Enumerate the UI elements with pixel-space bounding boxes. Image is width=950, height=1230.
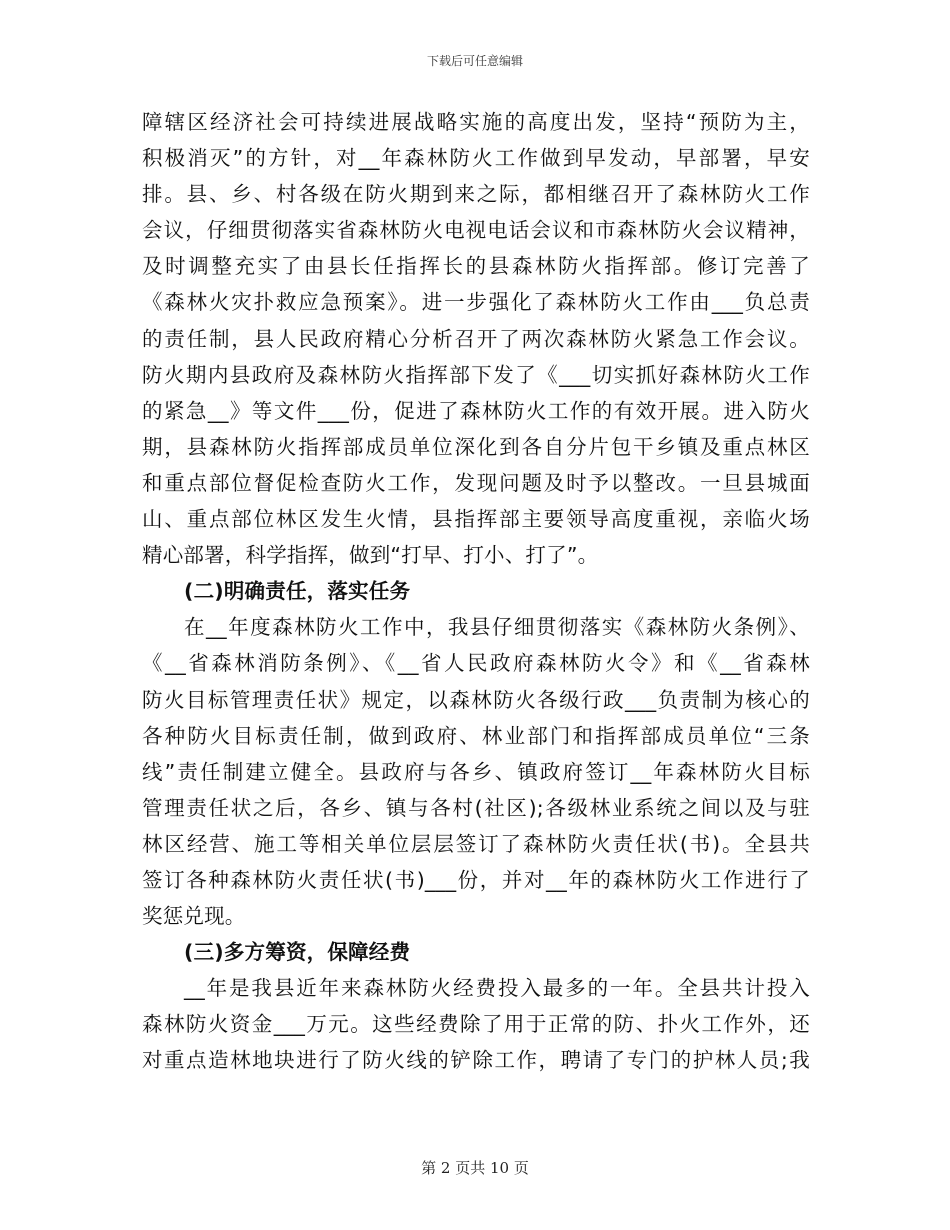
body-line: 会议，仔细贯彻落实省森林防火电视电话会议和市森林防火会议精神， bbox=[142, 218, 810, 243]
body-line: 山、重点部位林区发生火情，县指挥部主要领导高度重视，亲临火场 bbox=[142, 507, 810, 532]
body-line: 各种防火目标责任制，做到政府、林业部门和指挥部成员单位“三条 bbox=[142, 723, 810, 748]
body-line: 期，县森林防火指挥部成员单位深化到各自分片包干乡镇及重点林区 bbox=[142, 434, 810, 459]
body-line: 排。县、乡、村各级在防火期到来之际，都相继召开了森林防火工作 bbox=[142, 182, 810, 207]
body-line: 的紧急__》等文件___份，促进了森林防火工作的有效开展。进入防火 bbox=[142, 398, 810, 423]
body-line: __年是我县近年来森林防火经费投入最多的一年。全县共计投入 bbox=[184, 976, 810, 1001]
body-line: 的责任制，县人民政府精心分析召开了两次森林防火紧急工作会议。 bbox=[142, 326, 810, 351]
body-line: 管理责任状之后，各乡、镇与各村(社区);各级林业系统之间以及与驻 bbox=[142, 795, 810, 820]
body-line: 森林防火资金___万元。这些经费除了用于正常的防、扑火工作外，还 bbox=[142, 1012, 810, 1037]
body-line: 线”责任制建立健全。县政府与各乡、镇政府签订__年森林防火目标 bbox=[142, 759, 810, 784]
page-header: 下载后可任意编辑 bbox=[426, 54, 523, 68]
body-line: 《森林火灾扑救应急预案》。进一步强化了森林防火工作由___负总责 bbox=[142, 290, 810, 315]
body-line: 对重点造林地块进行了防火线的铲除工作，聘请了专门的护林人员;我 bbox=[142, 1048, 810, 1073]
body-line: 奖惩兑现。 bbox=[142, 904, 246, 929]
page-number-footer: 第 2 页共 10 页 bbox=[421, 1159, 529, 1177]
body-line: 及时调整充实了由县长任指挥长的县森林防火指挥部。修订完善了 bbox=[142, 254, 810, 279]
body-line: 和重点部位督促检查防火工作，发现问题及时予以整改。一旦县城面 bbox=[142, 470, 810, 495]
body-line: 防火目标管理责任状》规定，以森林防火各级行政___负责制为核心的 bbox=[142, 687, 810, 712]
section-heading: (二)明确责任，落实任务 bbox=[184, 579, 411, 604]
body-line: 障辖区经济社会可持续进展战略实施的高度出发，坚持“预防为主， bbox=[142, 110, 810, 134]
body-line: 《__省森林消防条例》、《__省人民政府森林防火令》和《__省森林 bbox=[142, 651, 810, 676]
body-line: 签订各种森林防火责任状(书)___份，并对__年的森林防火工作进行了 bbox=[142, 867, 810, 892]
body-line: 精心部署，科学指挥，做到“打早、打小、打了”。 bbox=[142, 543, 599, 568]
body-line: 在__年度森林防火工作中，我县仔细贯彻落实《森林防火条例》、 bbox=[184, 615, 810, 640]
body-line: 积极消灭”的方针，对__年森林防火工作做到早发动，早部署，早安 bbox=[142, 146, 810, 171]
document-body bbox=[142, 107, 810, 1082]
body-line: 防火期内县政府及森林防火指挥部下发了《___切实抓好森林防火工作 bbox=[142, 362, 810, 387]
section-heading: (三)多方筹资，保障经费 bbox=[184, 940, 411, 965]
body-line: 林区经营、施工等相关单位层层签订了森林防火责任状(书)。全县共 bbox=[142, 831, 810, 856]
